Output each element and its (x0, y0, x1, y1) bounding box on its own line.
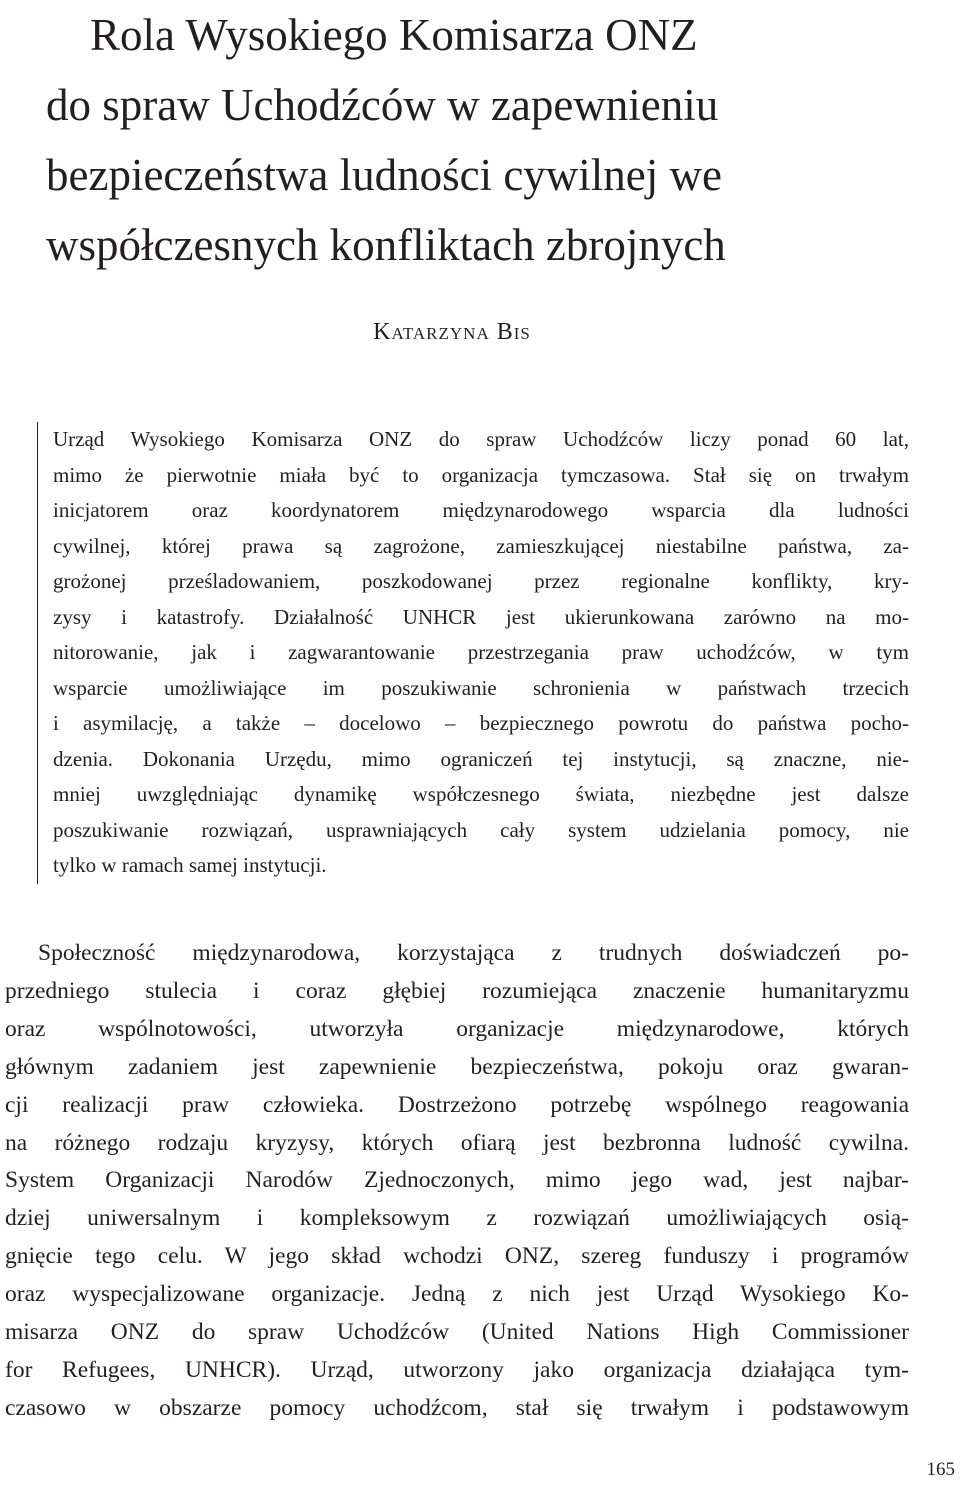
article-title (46, 0, 926, 280)
abstract-line: wsparcie umożliwiające im poszukiwanie schronienia w państwach trzecich (53, 675, 909, 700)
abstract-line: mniej uwzględniając dynamikę współczesnego świata, niezbędne jest dalsze (53, 782, 909, 806)
body-line: misarza ONZ do spraw Uchodźców (United Nations High Commissioner (5, 1319, 909, 1346)
author-name: Katarzyna Bis (373, 319, 531, 345)
title-line: Rola Wysokiego Komisarza ONZ (90, 10, 698, 60)
body-line: czasowo w obszarze pomocy uchodźcom, stał się trwałym i podstawowym (5, 1394, 909, 1421)
abstract-line: cywilnej, której prawa są zagrożone, zamieszkującej niestabilne państwa, za- (53, 533, 909, 558)
page-number: 165 (926, 1459, 955, 1480)
abstract-line: dzenia. Dokonania Urzędu, mimo ograniczeń tej instytucji, są znaczne, nie- (53, 746, 909, 771)
body-line: for Refugees, UNHCR). Urząd, utworzony jako organizacja działająca tym- (5, 1356, 909, 1383)
abstract (37, 422, 909, 884)
abstract-line: tylko w ramach samej instytucji. (53, 853, 327, 877)
abstract-line: Urząd Wysokiego Komisarza ONZ do spraw Uchodźców liczy ponad 60 lat, (53, 427, 909, 451)
abstract-line: zysy i katastrofy. Działalność UNHCR jest ukierunkowana zarówno na mo- (53, 604, 909, 629)
abstract-line: nitorowanie, jak i zagwarantowanie przestrzegania praw uchodźców, w tym (53, 640, 909, 664)
body-line: oraz wspólnotowości, utworzyła organizacje międzynarodowe, których (5, 1015, 909, 1042)
title-line: bezpieczeństwa ludności cywilnej we (46, 150, 722, 200)
abstract-line: poszukiwanie rozwiązań, usprawniających cały system udzielania pomocy, nie (53, 817, 909, 842)
abstract-line: mimo że pierwotnie miała być to organizacja tymczasowa. Stał się on trwałym (53, 462, 909, 487)
abstract-line: i asymilację, a także – docelowo – bezpiecznego powrotu do państwa pocho- (53, 711, 909, 735)
body-line: dziej uniwersalnym i kompleksowym z rozwiązań umożliwiających osią- (5, 1205, 909, 1232)
body-line: cji realizacji praw człowieka. Dostrzeżono potrzebę wspólnego reagowania (5, 1091, 909, 1118)
title-line: współczesnych konfliktach zbrojnych (46, 220, 726, 270)
body-line: głównym zadaniem jest zapewnienie bezpieczeństwa, pokoju oraz gwaran- (5, 1053, 909, 1080)
abstract-line: grożonej prześladowaniem, poszkodowanej przez regionalne konflikty, kry- (53, 569, 909, 593)
body-line: przedniego stulecia i coraz głębiej rozumiejąca znaczenie humanitaryzmu (5, 977, 909, 1004)
body-line: System Organizacji Narodów Zjednoczonych, mimo jego wad, jest najbar- (5, 1167, 909, 1194)
body-line: oraz wyspecjalizowane organizacje. Jedną z nich jest Urząd Wysokiego Ko- (5, 1281, 909, 1308)
title-line: do spraw Uchodźców w zapewnieniu (46, 80, 719, 130)
body-line: Społeczność międzynarodowa, korzystająca z trudnych doświadczeń po- (38, 940, 909, 966)
body-paragraph (5, 935, 909, 1428)
abstract-line: inicjatorem oraz koordynatorem międzynarodowego wsparcia dla ludności (53, 498, 909, 522)
body-line: gnięcie tego celu. W jego skład wchodzi ONZ, szereg funduszy i programów (5, 1243, 909, 1270)
body-line: na różnego rodzaju kryzysy, których ofiarą jest bezbronna ludność cywilna. (5, 1129, 909, 1156)
